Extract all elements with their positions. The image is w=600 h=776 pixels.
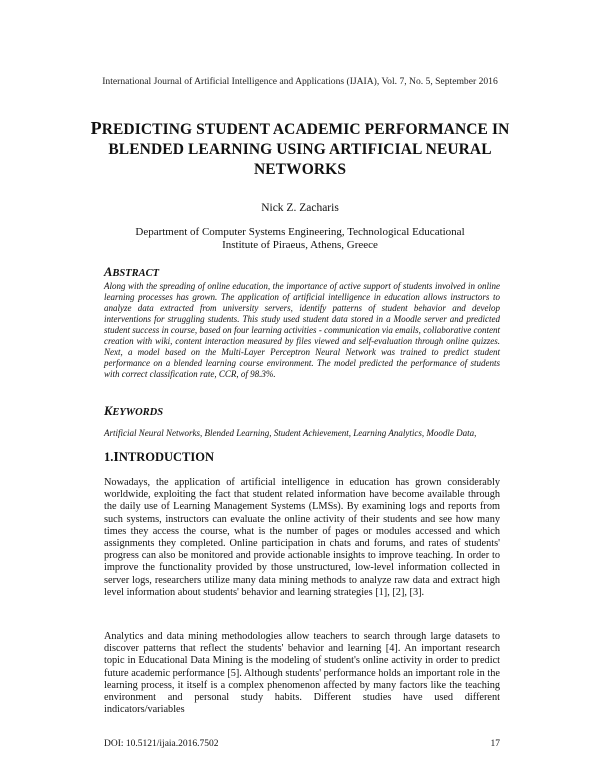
section-heading-rest: NTRODUCTION <box>118 450 214 464</box>
keywords-heading-rest: EYWORDS <box>112 407 164 418</box>
abstract-heading-rest: BSTRACT <box>112 268 160 279</box>
section-heading-initial: I <box>113 450 119 465</box>
keywords-text: Artificial Neural Networks, Blended Learning, Student Achievement, Learning Analytics, Moodle Data, <box>104 428 477 438</box>
title-initial: P <box>90 118 102 138</box>
intro-paragraph-2: Analytics and data mining methodologies allow teachers to search through large datasets to discover patterns that reflect the students' behavior and learning [4]. An important research topic in Educational Data Mining is the modeling of student's online activity in order to predict future academic performance [5]. Although students' performance holds an important role in the learning process, it itself is a complex phenomenon affected by many factors like the teaching environment and personal study habits. Different studies have used different indicators/variables <box>104 631 500 716</box>
paper-title <box>90 118 510 180</box>
keywords-heading-initial: K <box>104 404 113 418</box>
keywords-heading <box>104 404 163 419</box>
intro-paragraph-1: Nowadays, the application of artificial intelligence in education has grown considerably worldwide, exploiting the fact that student related information have become available through the daily use of Learning Management Systems (LMSs). By examining logs and reports from such systems, instructors can evaluate the online activity of their students and see how many times they access the course, what is the number of pages or modules accessed and which assignments they completed. Online participation in chats and forums, and rates of students' progress can also be monitored and provide actionable insights to improve teaching. In order to improve the functionality provided by those unstructured, low-level information collected in server logs, researchers utilize many data mining methods to analyze raw data and extract high level information about students' behavior and learning strategies [1], [2], [3]. <box>104 477 500 598</box>
abstract-heading <box>104 265 159 280</box>
journal-header: International Journal of Artificial Intelligence and Applications (IJAIA), Vol. 7, No. 5, September 2016 <box>102 76 498 87</box>
author-name: Nick Z. Zacharis <box>261 202 339 214</box>
title-rest: REDICTING STUDENT ACADEMIC PERFORMANCE IN BLENDED LEARNING USING ARTIFICIAL NEURAL NETWORKS <box>101 121 510 178</box>
abstract-text: Along with the spreading of online education, the importance of active support of students involved in online learning processes has grown. The application of artificial intelligence in education allows instructors to analyze data extracted from university servers, identify patterns of student behavior and develop interventions for struggling students. This study used student data stored in a Moodle server and predicted student success in course, based on four learning activities - communication via emails, collaborative content creation with wiki, content interaction measured by files viewed and self-evaluation through online quizzes. Next, a model based on the Multi-Layer Perceptron Neural Network was trained to predict student performance on a blended learning course environment. The model predicted the performance of students with correct classification rate, CCR, of 98.3%. <box>104 281 500 379</box>
footer-page-number: 17 <box>490 739 500 749</box>
section-number: 1. <box>104 450 114 464</box>
footer-doi: DOI: 10.5121/ijaia.2016.7502 <box>104 739 219 749</box>
section-heading-introduction <box>104 450 214 466</box>
author-affiliation: Department of Computer Systems Engineering, Technological Educational Institute of Piraeus, Athens, Greece <box>135 226 465 251</box>
abstract-heading-initial: A <box>104 265 113 279</box>
